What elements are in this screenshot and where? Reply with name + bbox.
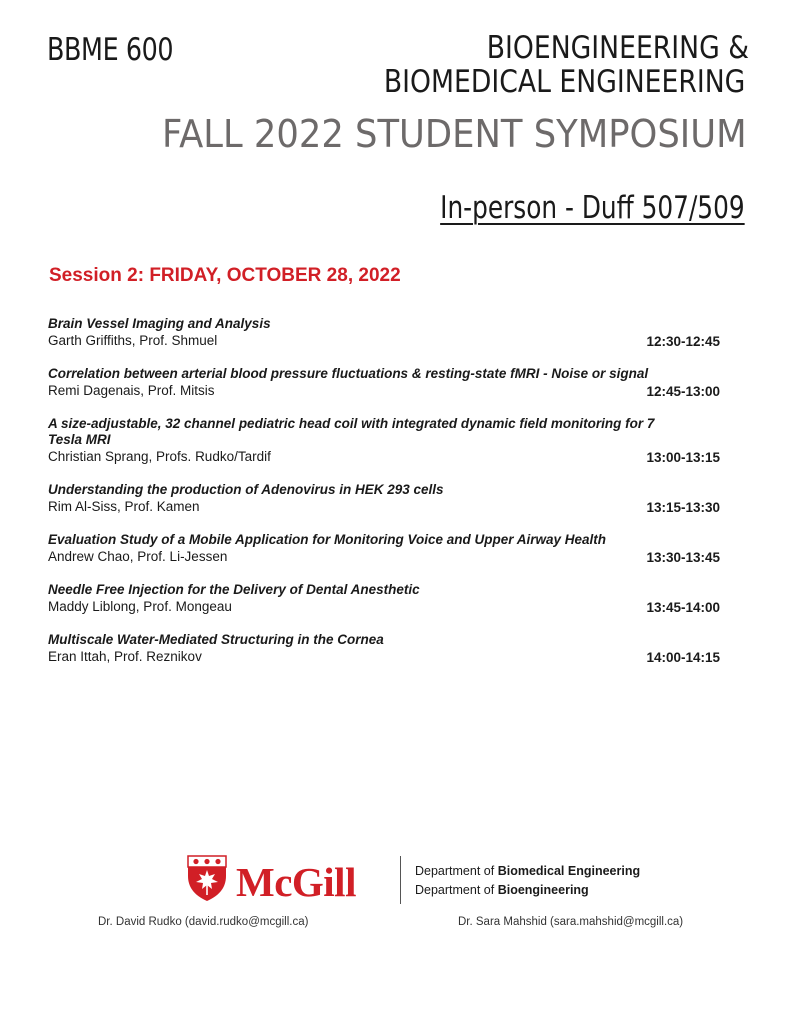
talk-item bbox=[48, 316, 720, 349]
talk-item bbox=[48, 366, 720, 399]
talk-speakers: Maddy Liblong, Prof. Mongeau bbox=[48, 599, 232, 614]
talk-item bbox=[48, 482, 720, 515]
department-names bbox=[415, 862, 640, 900]
contact-rudko: Dr. David Rudko (david.rudko@mcgill.ca) bbox=[98, 916, 309, 928]
contact-mahshid: Dr. Sara Mahshid (sara.mahshid@mcgill.ca) bbox=[458, 916, 684, 928]
event-title: FALL 2022 STUDENT SYMPOSIUM bbox=[162, 112, 747, 156]
talk-time: 13:15-13:30 bbox=[646, 500, 720, 515]
talk-speakers: Eran Ittah, Prof. Reznikov bbox=[48, 649, 202, 664]
talk-time: 12:30-12:45 bbox=[646, 334, 720, 349]
talk-time: 14:00-14:15 bbox=[646, 650, 720, 665]
talk-title: A size-adjustable, 32 channel pediatric head coil with integrated dynamic field monitoring for 7 Tesla MRI bbox=[48, 416, 655, 447]
mcgill-wordmark: McGill bbox=[236, 859, 356, 905]
talk-speakers: Rim Al-Siss, Prof. Kamen bbox=[48, 499, 200, 514]
talk-list bbox=[48, 316, 720, 682]
talk-title: Evaluation Study of a Mobile Application for Monitoring Voice and Upper Airway Health bbox=[48, 532, 607, 547]
talk-speakers: Andrew Chao, Prof. Li-Jessen bbox=[48, 549, 228, 564]
session-heading: Session 2: FRIDAY, OCTOBER 28, 2022 bbox=[49, 265, 401, 286]
logo-divider bbox=[400, 856, 401, 904]
talk-title: Correlation between arterial blood pressure fluctuations & resting-state fMRI - Noise or signal bbox=[48, 366, 649, 381]
course-code: BBME 600 bbox=[47, 32, 174, 68]
talk-item bbox=[48, 416, 720, 465]
venue: In-person - Duff 507/509 bbox=[440, 190, 745, 226]
department-heading-line-1: BIOENGINEERING & bbox=[486, 30, 749, 66]
mcgill-crest-icon bbox=[186, 854, 228, 902]
talk-title: Multiscale Water-Mediated Structuring in the Cornea bbox=[48, 632, 384, 647]
talk-time: 13:00-13:15 bbox=[646, 450, 720, 465]
department-line-2: Department of Bioengineering bbox=[415, 883, 589, 897]
talk-speakers: Christian Sprang, Profs. Rudko/Tardif bbox=[48, 449, 271, 464]
talk-speakers: Remi Dagenais, Prof. Mitsis bbox=[48, 383, 215, 398]
talk-speakers: Garth Griffiths, Prof. Shmuel bbox=[48, 333, 218, 348]
talk-time: 13:30-13:45 bbox=[646, 550, 720, 565]
talk-title: Needle Free Injection for the Delivery of Dental Anesthetic bbox=[48, 582, 420, 597]
department-line-1: Department of Biomedical Engineering bbox=[415, 864, 641, 878]
talk-time: 12:45-13:00 bbox=[646, 384, 720, 399]
talk-item bbox=[48, 632, 720, 665]
talk-time: 13:45-14:00 bbox=[646, 600, 720, 615]
talk-title: Brain Vessel Imaging and Analysis bbox=[48, 316, 271, 331]
department-heading-line-2: BIOMEDICAL ENGINEERING bbox=[383, 64, 745, 100]
talk-title: Understanding the production of Adenovirus in HEK 293 cells bbox=[48, 482, 444, 497]
talk-item bbox=[48, 532, 720, 565]
talk-item bbox=[48, 582, 720, 615]
